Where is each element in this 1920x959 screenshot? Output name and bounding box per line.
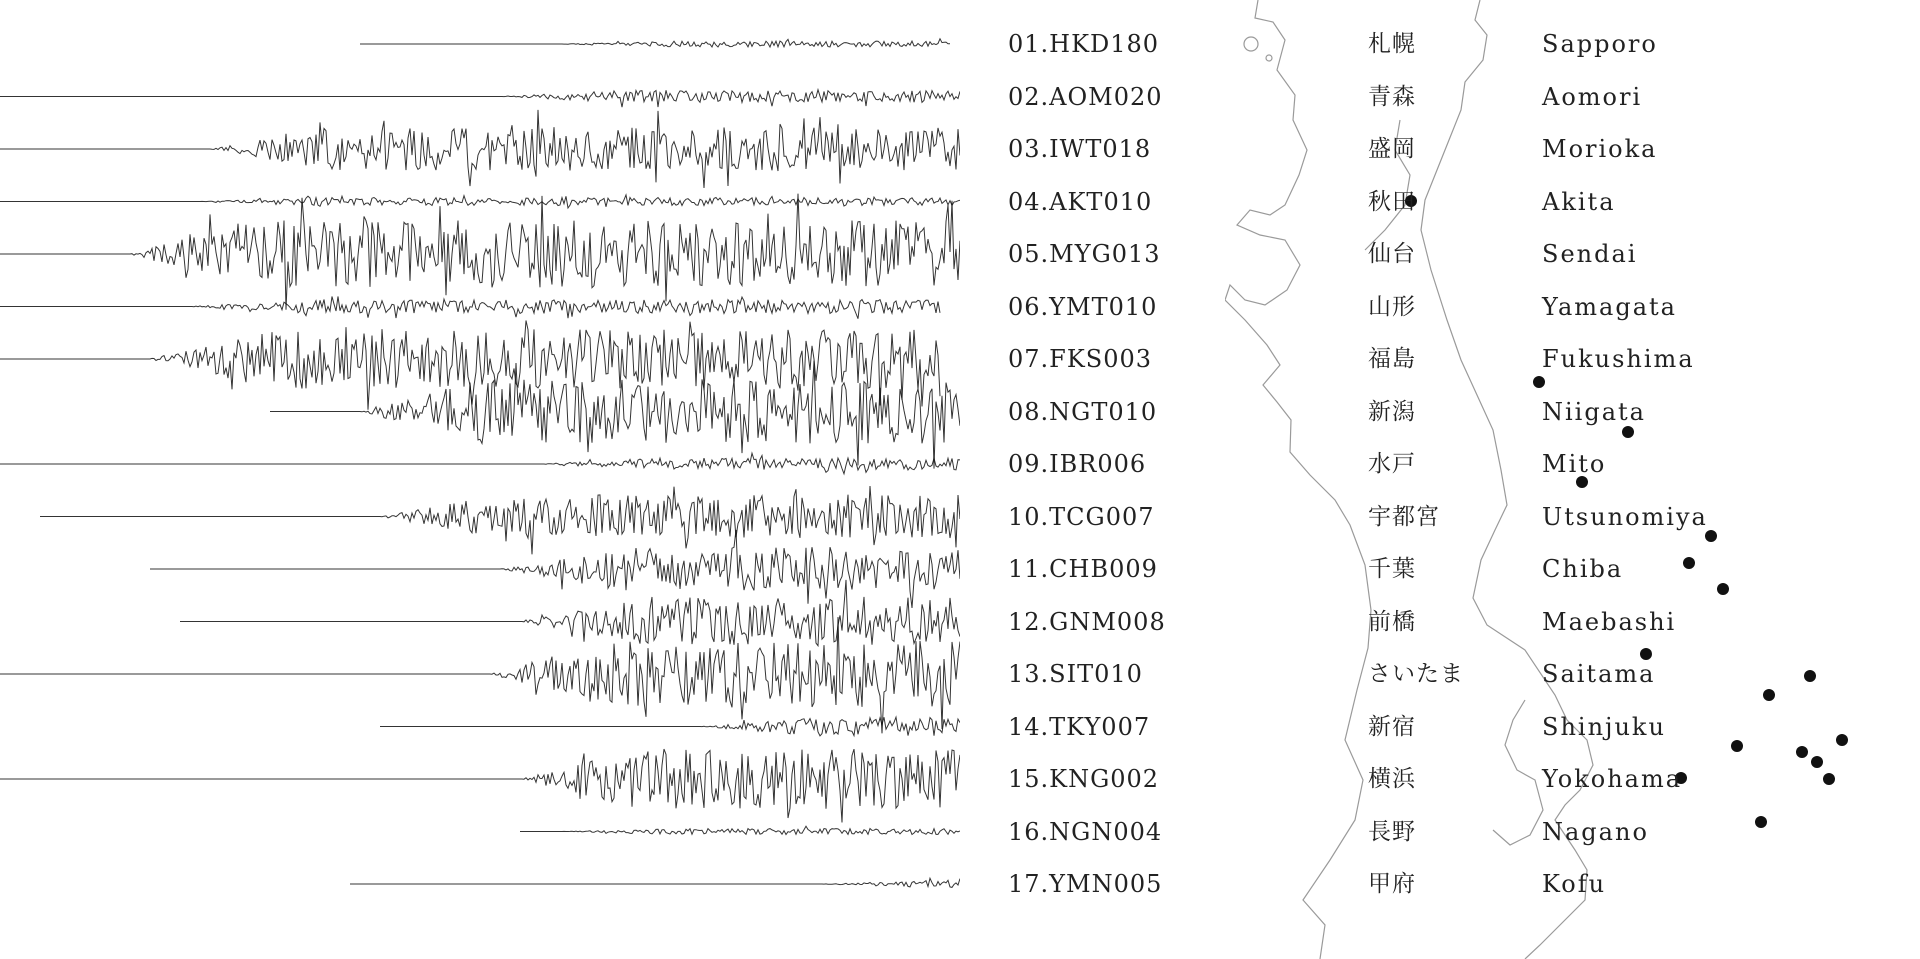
island-outline [1266,55,1272,61]
coastline-peninsula [1493,700,1543,845]
station-code: 12.GNM008 [1008,607,1166,636]
seismogram-trace [0,194,960,310]
station-code: 03.IWT018 [1008,135,1152,163]
station-name-romaji: Sendai [1542,240,1638,268]
station-name-romaji: Kofu [1542,870,1607,898]
station-name-kanji: 山形 [1368,293,1416,320]
station-code: 05.MYG013 [1008,240,1161,268]
station-dot [1755,816,1767,828]
station-dot [1796,746,1808,758]
station-name-kanji: 福島 [1368,346,1416,372]
seismogram-trace [0,453,960,474]
station-name-kanji: 長野 [1368,818,1416,845]
station-dot [1823,773,1835,785]
station-name-romaji: Utsunomiya [1542,502,1708,531]
station-dot [1717,583,1729,595]
station-dot [1683,557,1695,569]
station-name-romaji: Nagano [1542,817,1649,846]
station-name-kanji: 水戸 [1368,451,1416,477]
station-name-kanji: 甲府 [1368,871,1416,897]
station-dot [1640,648,1652,660]
seismogram-trace [0,195,960,208]
station-name-romaji: Mito [1542,450,1607,478]
station-name-kanji: 前橋 [1368,608,1416,635]
station-dot [1804,670,1816,682]
island-outline [1244,37,1258,51]
station-name-romaji: Sapporo [1542,30,1658,58]
station-code: 17.YMN005 [1008,870,1163,898]
seismogram-trace [520,826,960,834]
station-dot [1533,376,1545,388]
station-dot [1731,740,1743,752]
coastline-honshu-west [1225,0,1371,959]
station-name-romaji: Maebashi [1542,607,1677,636]
station-name-romaji: Aomori [1542,82,1643,111]
station-code: 08.NGT010 [1008,397,1158,426]
station-name-kanji: 新宿 [1368,713,1416,740]
station-name-romaji: Saitama [1542,660,1656,688]
seismogram-trace [180,580,960,646]
station-name-kanji: 新潟 [1368,398,1416,425]
station-code: 14.TKY007 [1008,712,1151,741]
station-name-romaji: Chiba [1542,555,1624,583]
station-name-romaji: Yamagata [1542,292,1677,321]
station-name-kanji: さいたま [1368,661,1464,687]
station-code: 09.IBR006 [1008,450,1147,478]
station-code: 10.TCG007 [1008,502,1155,531]
seismogram-trace [0,90,960,107]
station-name-romaji: Fukushima [1542,345,1695,373]
seismogram-trace [150,530,960,608]
seismogram-trace [380,717,960,736]
station-dot [1622,426,1634,438]
station-code: 07.FKS003 [1008,345,1152,373]
station-name-kanji: 盛岡 [1368,136,1416,162]
station-name-kanji: 横浜 [1368,766,1416,792]
station-dot [1836,734,1848,746]
seismogram-trace [0,110,960,188]
station-dot [1705,530,1717,542]
station-code: 15.KNG002 [1008,765,1160,793]
seismogram-trace [40,486,960,554]
station-name-kanji: 札幌 [1368,31,1416,57]
station-name-romaji: Yokohama [1542,765,1683,793]
station-name-kanji: 千葉 [1368,556,1416,582]
seismogram-trace [0,297,940,319]
station-name-romaji: Shinjuku [1542,712,1666,741]
station-name-kanji: 仙台 [1368,241,1416,267]
station-name-romaji: Akita [1542,187,1616,216]
station-code: 01.HKD180 [1008,30,1160,58]
seismogram-trace [350,878,960,887]
station-dot [1811,756,1823,768]
station-name-kanji: 宇都宮 [1368,503,1440,530]
station-code: 11.CHB009 [1008,555,1158,583]
seismogram-trace [0,749,960,822]
station-name-kanji: 秋田 [1368,188,1416,215]
station-name-romaji: Morioka [1542,135,1658,163]
station-code: 16.NGN004 [1008,817,1163,846]
station-dot [1763,689,1775,701]
station-name-romaji: Niigata [1542,397,1646,426]
seismogram-trace [360,39,950,47]
station-code: 04.AKT010 [1008,187,1153,216]
station-code: 06.YMT010 [1008,292,1158,321]
station-code: 02.AOM020 [1008,82,1163,111]
station-code: 13.SIT010 [1008,660,1143,688]
station-name-kanji: 青森 [1368,83,1416,110]
